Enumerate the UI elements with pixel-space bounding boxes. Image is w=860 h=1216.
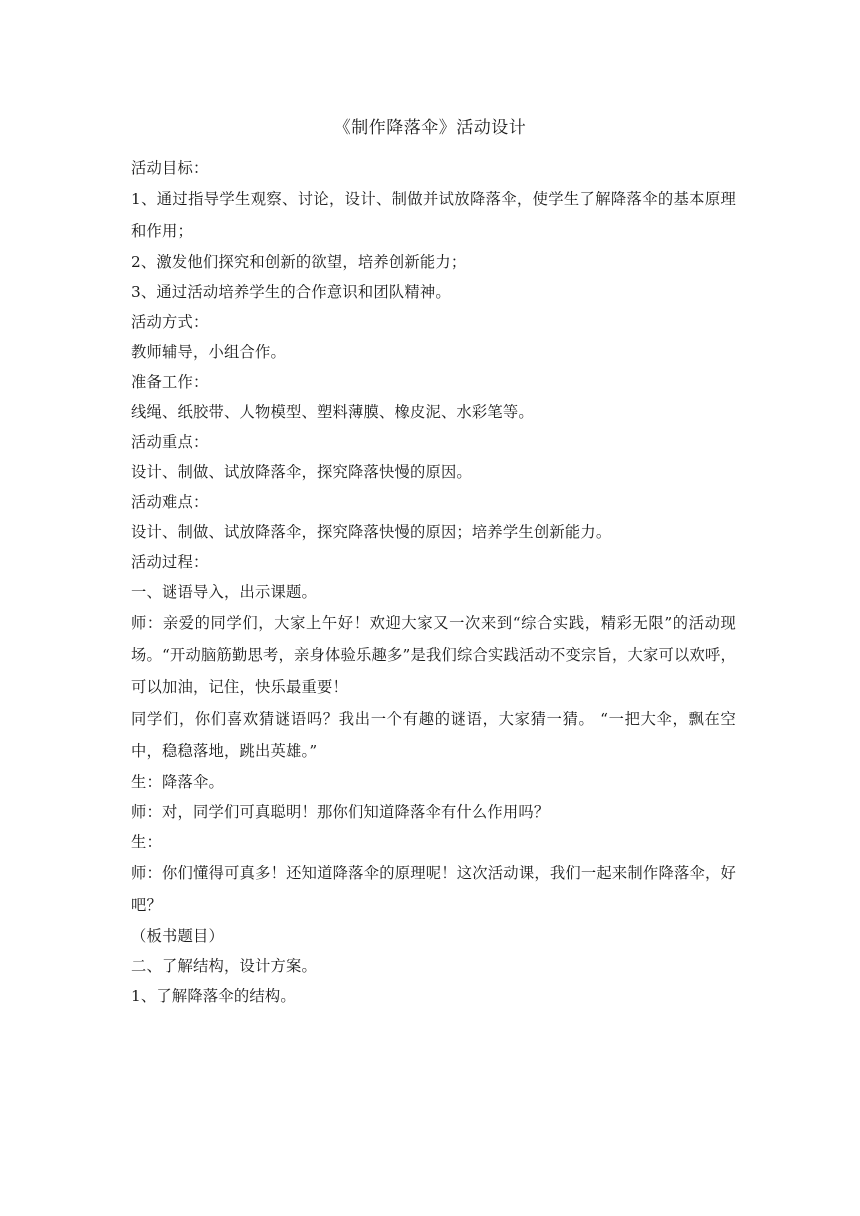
document-title: 《制作降落伞》活动设计 [333, 118, 527, 138]
section-heading-method: 活动方式： [131, 313, 209, 331]
section-heading-process: 活动过程： [131, 553, 209, 571]
paragraph-student-answer: 生：降落伞。 [131, 773, 224, 791]
paragraph-riddle: 同学们，你们喜欢猜谜语吗？我出一个有趣的谜语，大家猜一猜。 “一把大伞，飘在空中，稳稳落地，跳出英雄。” [131, 710, 736, 760]
paragraph-step-1-heading: 一、谜语导入，出示课题。 [131, 583, 317, 601]
paragraph-teacher-question: 师：对，同学们可真聪明！那你们知道降落伞有什么作用吗？ [131, 803, 550, 821]
section-heading-preparation: 准备工作： [131, 373, 209, 391]
document-body [131, 153, 736, 1011]
paragraph-difficulties: 设计、制做、试放降落伞，探究降落快慢的原因；培养学生创新能力。 [131, 523, 612, 541]
section-heading-key-points: 活动重点： [131, 433, 209, 451]
paragraph-goal-3: 3、通过活动培养学生的合作意识和团队精神。 [131, 283, 451, 301]
paragraph-preparation: 线绳、纸胶带、人物模型、塑料薄膜、橡皮泥、水彩笔等。 [131, 403, 534, 421]
paragraph-key-points: 设计、制做、试放降落伞，探究降落快慢的原因。 [131, 463, 472, 481]
section-heading-goals: 活动目标： [131, 159, 209, 177]
paragraph-goal-2: 2、激发他们探究和创新的欲望，培养创新能力； [131, 253, 467, 271]
paragraph-step-2-item-1: 1、了解降落伞的结构。 [131, 987, 296, 1005]
paragraph-step-2-heading: 二、了解结构，设计方案。 [131, 957, 317, 975]
paragraph-student-blank: 生： [131, 833, 162, 851]
paragraph-method: 教师辅导，小组合作。 [131, 343, 286, 361]
section-heading-difficulties: 活动难点： [131, 493, 209, 511]
paragraph-teacher-intro: 师：亲爱的同学们，大家上午好！欢迎大家又一次来到“综合实践，精彩无限”的活动现场。“开动脑筋勤思考，亲身体验乐趣多”是我们综合实践活动不变宗旨，大家可以欢呼，可以加油，记住，快乐最重要！ [131, 614, 736, 696]
paragraph-teacher-transition: 师：你们懂得可真多！还知道降落伞的原理呢！这次活动课，我们一起来制作降落伞，好吧？ [131, 864, 736, 914]
paragraph-board-title: （板书题目） [131, 927, 224, 945]
paragraph-goal-1: 1、通过指导学生观察、讨论，设计、制做并试放降落伞，使学生了解降落伞的基本原理和作用； [131, 190, 736, 240]
